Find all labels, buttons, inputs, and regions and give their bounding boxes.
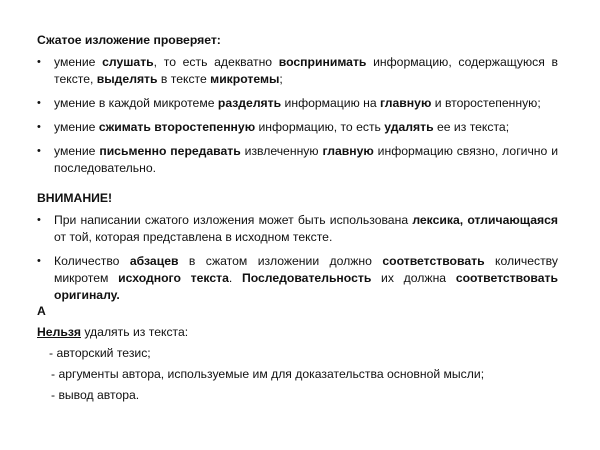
bold-text: слушать [102,55,154,69]
text-run: информацию связно, логично и последовательно. [54,144,559,175]
text-run: умение [54,120,99,134]
forbidden-label: Нельзя [37,325,81,339]
bullet-dot-icon: • [37,214,41,226]
section-letter: А [37,304,46,318]
bullet-item [37,119,558,136]
bold-text: главную [322,144,374,158]
bullet-dot-icon: • [37,121,41,133]
text-run: . [228,271,242,285]
bullet-dot-icon: • [37,97,41,109]
checks-list [37,54,558,177]
bold-text: воспринимать [278,55,367,69]
bold-text: соответствовать оригиналу. [54,271,558,302]
forbidden-item: - авторский тезис; [49,346,151,360]
bold-text: удалять [384,120,434,134]
text-run: от той, которая представлена в исходном тексте. [54,230,333,244]
forbidden-item: - вывод автора. [51,388,140,402]
section-attention [37,190,558,311]
bullet-dot-icon: • [37,145,41,157]
bold-text: сжимать второстепенную [98,120,256,134]
text-run: Количество [54,254,130,268]
bullet-item [37,253,558,304]
text-run: и второстепенную; [431,96,541,110]
forbidden-intro [37,324,558,341]
text-run: ; [279,72,283,86]
bold-text: исходного текста [118,271,229,285]
text-run: в тексте [157,72,211,86]
text-run: извлеченную [240,144,323,158]
forbidden-tail: удалять из текста: [80,325,189,339]
bold-text: главную [380,96,432,110]
bullet-dot-icon: • [37,56,41,68]
section-forbidden [37,303,558,404]
section-heading: ВНИМАНИЕ! [37,191,113,205]
text-run: информацию, содержащуюся в тексте, [54,55,558,86]
text-run: При написании сжатого изложения может быть использована [54,213,413,227]
section-checks [37,32,558,184]
bold-text: письменно передавать [99,144,241,158]
bold-text: Последовательность [241,271,372,285]
attention-list [37,212,558,304]
text-run: информацию, то есть [255,120,385,134]
bold-text: разделять [217,96,282,110]
bold-text: абзацев [129,254,179,268]
text-run: ее из текста; [433,120,510,134]
text-run: в сжатом изложении должно [178,254,383,268]
text-run: умение [54,55,103,69]
bullet-item [37,212,558,246]
bold-text: микротемы [210,72,280,86]
section-heading: Сжатое изложение проверяет: [37,33,221,47]
bold-text: выделять [96,72,158,86]
forbidden-item: - аргументы автора, используемые им для доказательства основной мысли; [51,367,485,381]
text-run: , то есть адекватно [153,55,279,69]
text-run: их должна [371,271,456,285]
bullet-item [37,95,558,112]
bold-text: лексика, отличающаяся [412,213,559,227]
bullet-item [37,143,558,177]
text-run: информацию на [281,96,381,110]
text-run: умение в каждой микротеме [54,96,218,110]
bullet-item [37,54,558,88]
bullet-dot-icon: • [37,255,41,267]
text-run: количеству микротем [54,254,558,285]
text-run: умение [54,144,100,158]
bold-text: соответствовать [382,254,485,268]
